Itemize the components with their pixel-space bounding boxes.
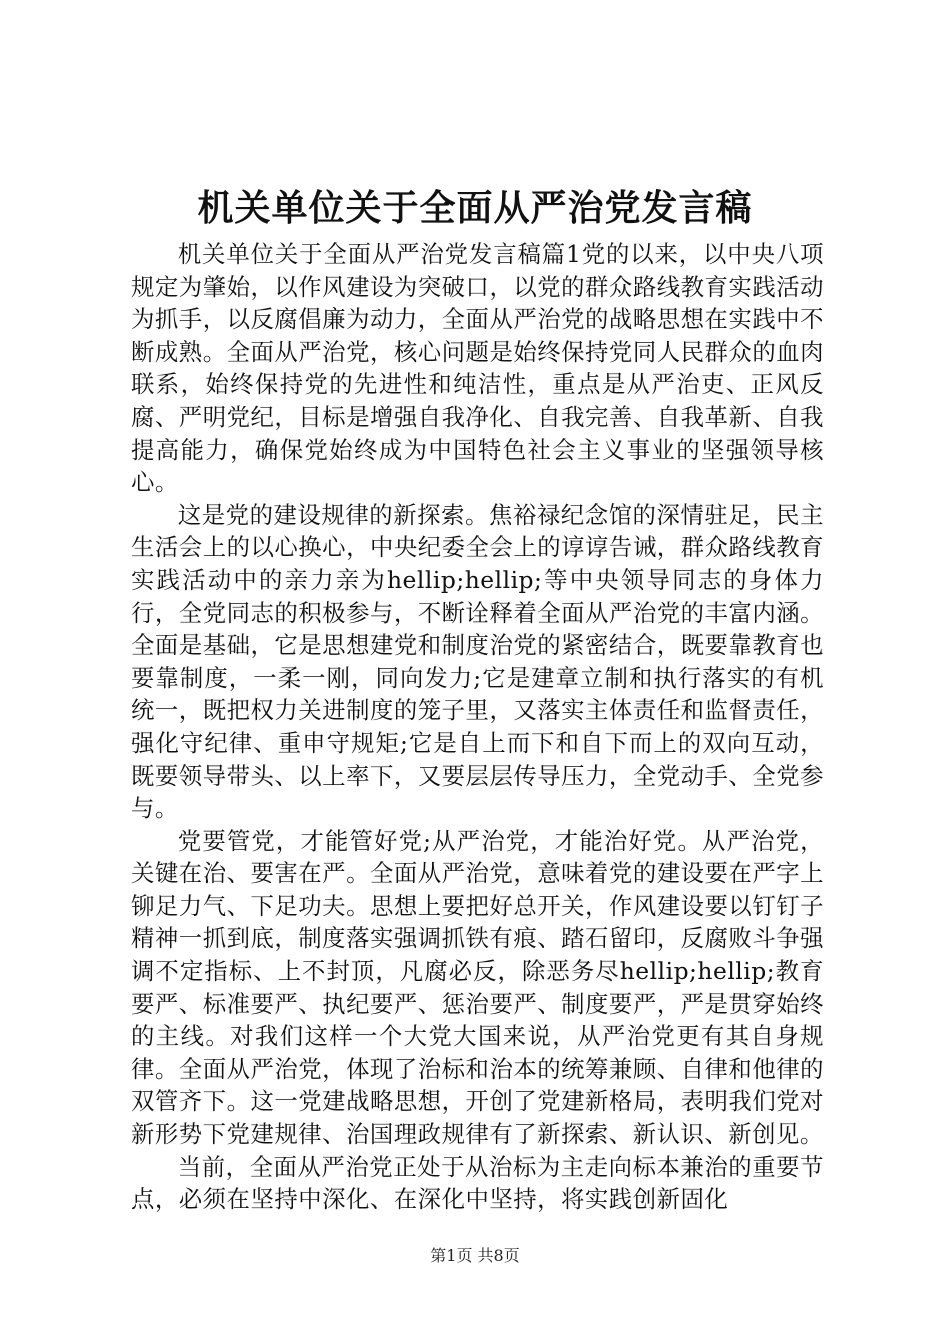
paragraph: 这是党的建设规律的新探索。焦裕禄纪念馆的深情驻足，民主生活会上的以心换心，中央纪委全会上的谆谆告诫，群众路线教育实践活动中的亲力亲为hellip;hellip;等中央领导同志的身体力行，全党同志的积极参与，不断诠释着全面从严治党的丰富内涵。全面是基础，它是思想建党和制度治党的紧密结合，既要靠教育也要靠制度，一柔一刚，同向发力;它是建章立制和执行落实的有机统一，既把权力关进制度的笼子里，又落实主体责任和监督责任，强化守纪律、重申守规矩;它是自上而下和自下而上的双向互动，既要领导带头、以上率下，又要层层传导压力，全党动手、全党参与。 (131, 500, 824, 823)
paragraph: 机关单位关于全面从严治党发言稿篇1党的以来，以中央八项规定为肇始，以作风建设为突破口，以党的群众路线教育实践活动为抓手，以反腐倡廉为动力，全面从严治党的战略思想在实践中不断成熟。全面从严治党，核心问题是始终保持党同人民群众的血肉联系，始终保持党的先进性和纯洁性，重点是从严治吏、正风反腐、严明党纪，目标是增强自我净化、自我完善、自我革新、自我提高能力，确保党始终成为中国特色社会主义事业的坚强领导核心。 (131, 240, 824, 497)
paragraph: 党要管党，才能管好党;从严治党，才能治好党。从严治党，关键在治、要害在严。全面从严治党，意味着党的建设要在严字上铆足力气、下足功夫。思想上要把好总开关，作风建设要以钉钉子精神一抓到底，制度落实强调抓铁有痕、踏石留印，反腐败斗争强调不定指标、上不封顶，凡腐必反，除恶务尽hellip;hellip;教育要严、标准要严、执纪要严、惩治要严、制度要严，严是贯穿始终的主线。对我们这样一个大党大国来说，从严治党更有其自身规律。全面从严治党，体现了治标和治本的统筹兼顾、自律和他律的双管齐下。这一党建战略思想，开创了党建新格局，表明我们党对新形势下党建规律、治国理政规律有了新探索、新认识、新创见。 (131, 826, 824, 1149)
document-body (131, 238, 824, 1216)
paragraph: 当前，全面从严治党正处于从治标为主走向标本兼治的重要节点，必须在坚持中深化、在深化中坚持，将实践创新固化 (131, 1152, 824, 1214)
document-title: 机关单位关于全面从严治党发言稿 (197, 188, 753, 229)
page-number-footer: 第1页 共8页 (430, 1246, 520, 1265)
